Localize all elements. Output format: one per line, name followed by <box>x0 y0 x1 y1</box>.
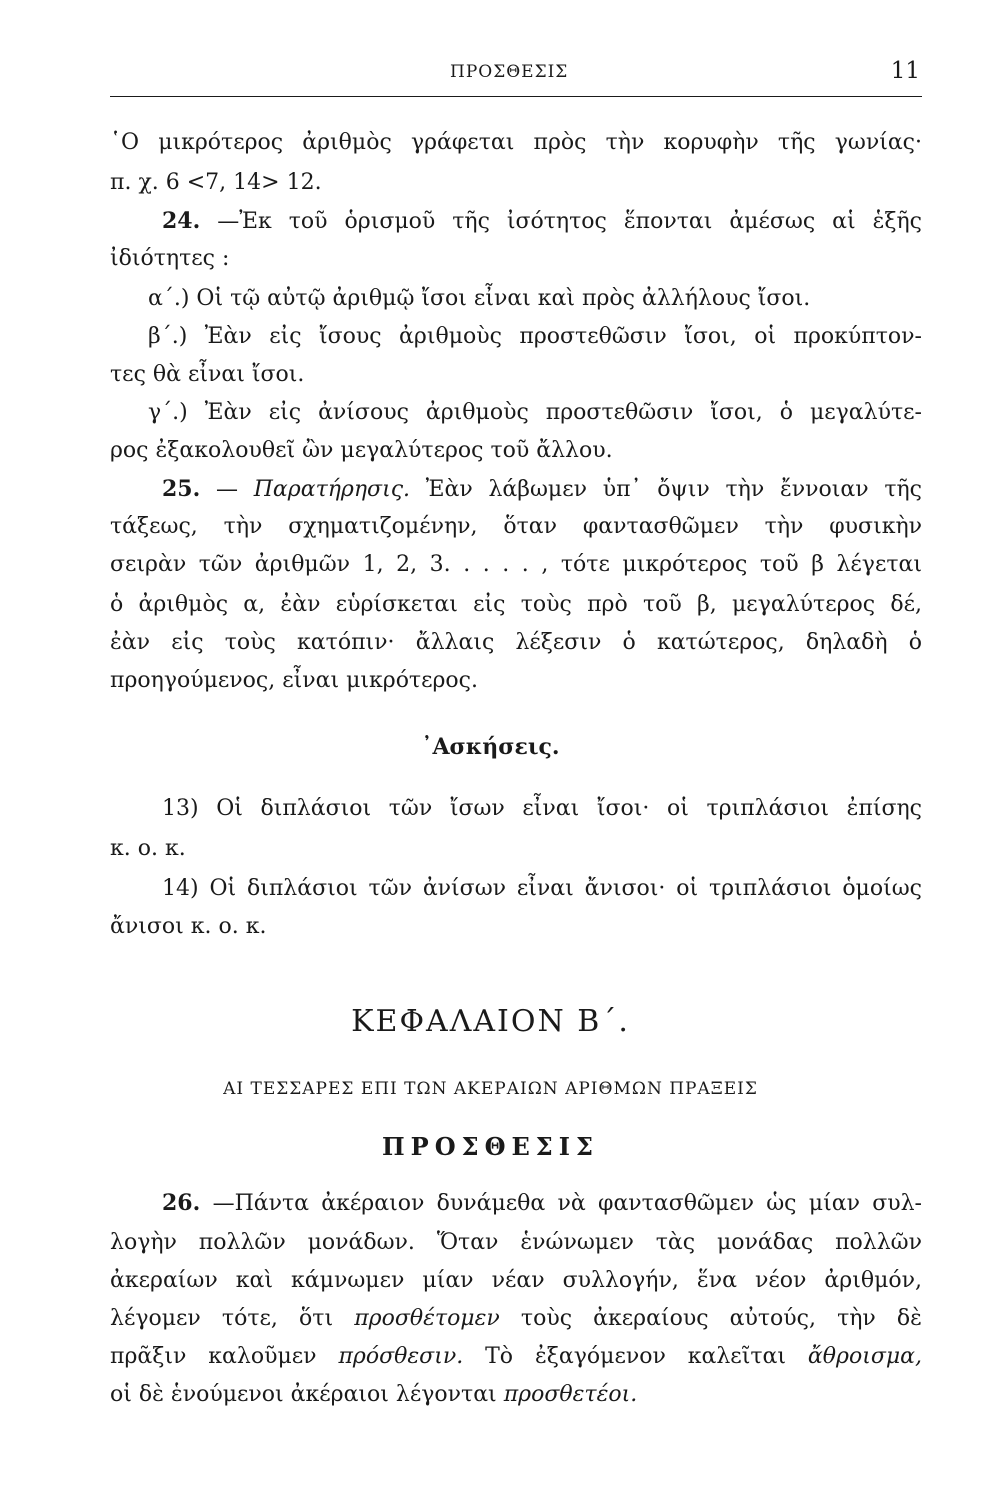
text-line: σειρὰν τῶν ἀριθμῶν 1, 2, 3. . . . . , τότε μικρότερος τοῦ β λέγεται <box>110 552 922 577</box>
paragraph-text: —Ἐκ τοῦ ὁρισμοῦ τῆς ἰσότητος ἕπονται ἀμέσως αἱ ἑξῆς <box>217 209 923 234</box>
text-line: ῾Ο μικρότερος ἀριθμὸς γράφεται πρὸς τὴν κορυφὴν τῆς γωνίας· <box>110 130 922 155</box>
text-line: ὁ ἀριθμὸς α, ἐὰν εὑρίσκεται εἰς τοὺς πρὸ τοῦ β, μεγαλύτερος δέ, <box>110 592 922 617</box>
section-title: ΠΡΟΣΘΕΣΙΣ <box>382 1132 599 1161</box>
exercise-13: 13) Οἱ διπλάσιοι τῶν ἴσων εἶναι ἴσοι· οἱ τριπλάσιοι ἐπίσης <box>162 796 922 821</box>
text-line <box>110 1342 922 1372</box>
dash: — <box>216 477 254 502</box>
paragraph-26-first-line <box>110 1188 922 1219</box>
text-line: τάξεως, τὴν σχηματιζομένην, ὅταν φαντασθῶμεν τὴν φυσικὴν <box>110 514 922 539</box>
text-span: τοὺς ἀκεραίους αὐτούς, τὴν δὲ <box>499 1306 922 1331</box>
header-rule <box>110 96 922 97</box>
term-italic: προσθέτομεν <box>354 1306 500 1331</box>
paragraph-24-first-line <box>110 206 922 237</box>
paragraph-text: Ἐὰν λάβωμεν ὑπ᾽ ὄψιν τὴν ἔννοιαν τῆς <box>425 477 923 502</box>
text-span: οἱ δὲ ἑνούμενοι ἀκέραιοι λέγονται <box>110 1382 504 1407</box>
term-italic: πρόσθεσιν. <box>338 1344 464 1369</box>
property-beta: β΄.) Ἐὰν εἰς ἴσους ἀριθμοὺς προστεθῶσιν ἴσοι, οἱ προκύπτον- <box>148 324 922 349</box>
text-line: λογὴν πολλῶν μονάδων. Ὅταν ἑνώνωμεν τὰς μονάδας πολλῶν <box>110 1230 922 1255</box>
paragraph-25-first-line <box>110 474 922 505</box>
text-span: λέγομεν τότε, ὅτι <box>110 1306 355 1331</box>
exercise-14-cont: ἄνισοι κ. ο. κ. <box>110 914 267 939</box>
property-alpha: α΄.) Οἱ τῷ αὐτῷ ἀριθμῷ ἴσοι εἶναι καὶ πρὸς ἀλλήλους ἴσοι. <box>148 286 811 311</box>
exercise-13-cont: κ. ο. κ. <box>110 836 186 861</box>
chapter-subtitle: ΑΙ ΤΕΣΣΑΡΕΣ ΕΠΙ ΤΩΝ ΑΚΕΡΑΙΩΝ ΑΡΙΘΜΩΝ ΠΡΑΞΕΙΣ <box>223 1079 758 1099</box>
property-gamma: γ΄.) Ἐὰν εἰς ἀνίσους ἀριθμοὺς προστεθῶσιν ἴσοι, ὁ μεγαλύτε- <box>148 400 922 425</box>
running-title: ΠΡΟΣΘΕΣΙΣ <box>450 62 569 82</box>
term-italic: ἄθροισμα, <box>807 1344 922 1369</box>
exercises-heading: ᾽Ασκήσεις. <box>421 734 560 760</box>
text-line: προηγούμενος, εἶναι μικρότερος. <box>110 668 478 693</box>
text-line: ἀκεραίων καὶ κάμνωμεν μίαν νέαν συλλογήν, ἕνα νέον ἀριθμόν, <box>110 1268 922 1293</box>
text-line: π. χ. 6 <7, 14> 12. <box>110 170 322 195</box>
text-line <box>110 1304 922 1334</box>
text-line: ρος ἐξακολουθεῖ ὢν μεγαλύτερος τοῦ ἄλλου. <box>110 438 613 463</box>
remark-label: Παρατήρησις. <box>253 477 411 502</box>
paragraph-number: 26. <box>162 1190 201 1216</box>
text-line: ἐὰν εἰς τοὺς κατόπιν· ἄλλαις λέξεσιν ὁ κατώτερος, δηλαδὴ ὁ <box>110 630 922 655</box>
paragraph-number: 24. <box>162 208 201 234</box>
text-line <box>110 1380 922 1410</box>
paragraph-number: 25. <box>162 476 201 502</box>
text-span: Τὸ ἐξαγόμενον καλεῖται <box>463 1344 808 1369</box>
page-number: 11 <box>890 58 920 84</box>
paragraph-text: —Πάντα ἀκέραιον δυνάμεθα νὰ φαντασθῶμεν ὡς μίαν συλ- <box>212 1191 922 1216</box>
text-line: τες θὰ εἶναι ἴσοι. <box>110 362 305 387</box>
running-head <box>110 58 922 96</box>
chapter-title: ΚΕΦΑΛΑΙΟΝ Β΄. <box>351 1004 630 1039</box>
text-line: ἰδιότητες : <box>110 246 230 271</box>
text-span: πρᾶξιν καλοῦμεν <box>110 1344 339 1369</box>
exercise-14: 14) Οἱ διπλάσιοι τῶν ἀνίσων εἶναι ἄνισοι· οἱ τριπλάσιοι ὁμοίως <box>162 876 922 901</box>
term-italic: προσθετέοι. <box>503 1382 638 1407</box>
